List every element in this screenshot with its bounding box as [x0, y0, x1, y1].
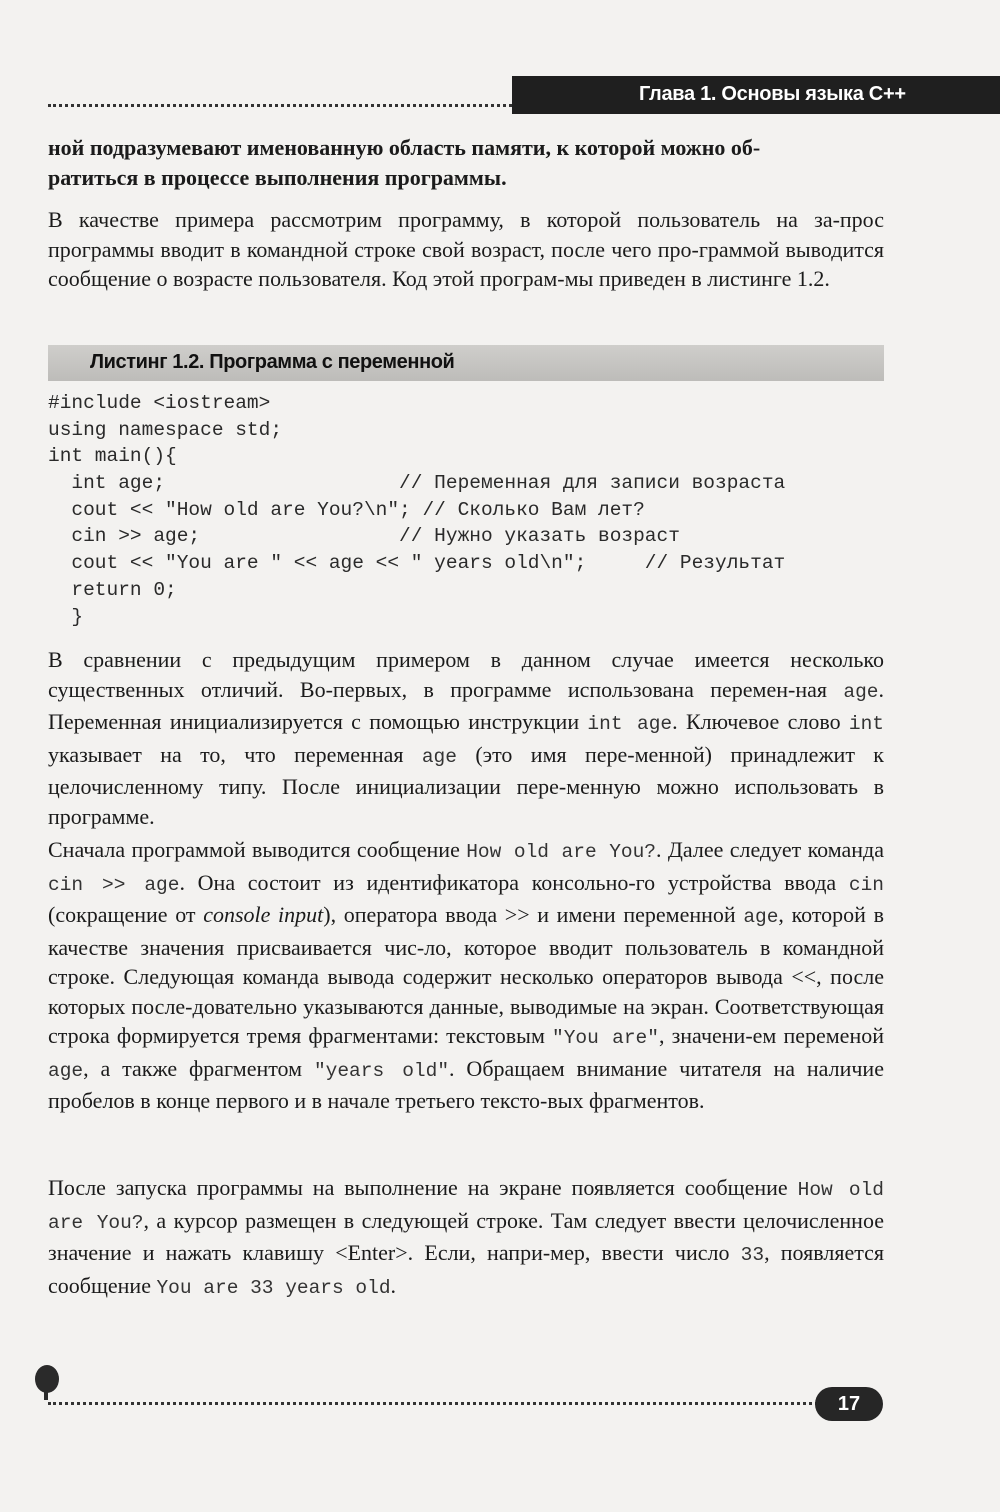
lead-paragraph — [48, 133, 884, 192]
inline-code: "years old" — [313, 1059, 450, 1082]
text-run: Сначала программой выводится сообщение — [48, 837, 467, 862]
footer-dot-stem — [44, 1390, 48, 1400]
code-line: #include <iostream> — [48, 392, 271, 414]
code-line: } — [48, 605, 84, 628]
explanation-paragraph — [48, 835, 884, 1116]
text-run: . Переменная инициализируется с помощью инструкции — [48, 676, 884, 734]
text-run: (это имя пере-менной) принадлежит к целочисленному типу. После инициализации пере-менную можно использовать в программе. — [48, 741, 884, 829]
inline-code: int age — [587, 713, 673, 735]
inline-code: age — [743, 906, 779, 928]
chapter-title: Глава 1. Основы языка С++ — [639, 83, 906, 105]
inline-code: "You are" — [552, 1027, 659, 1049]
inline-code: cin — [848, 873, 884, 896]
italic-term: console input — [203, 902, 324, 927]
code-line: cin >> age; // Нужно указать возраст — [48, 525, 680, 548]
inline-code: How old are You? — [48, 1179, 884, 1234]
text-run: (сокращение от — [48, 902, 204, 927]
inline-code: age — [421, 745, 457, 768]
page-number: 17 — [837, 1393, 861, 1415]
footer-dotted-rule — [48, 1402, 823, 1405]
text-run: . Она состоит из идентификатора консольно-го устройства ввода — [179, 869, 849, 895]
text-run: После запуска программы на выполнение на экране появляется сообщение — [48, 1175, 798, 1200]
text-run: . — [390, 1272, 397, 1298]
text-run: , появляется сообщение — [48, 1240, 884, 1298]
text-run: , а курсор размещен в следующей строке. Там следует ввести целочисленное значение и нажать клавишу <Enter>. Если, напри-мер, ввести число — [48, 1207, 884, 1265]
listing-title: Листинг 1.2. Программа с переменной — [90, 351, 455, 373]
text-run: . Ключевое слово — [672, 709, 849, 734]
code-line: return 0; — [48, 578, 177, 601]
text-run: , значени-ем переменой — [658, 1023, 884, 1048]
inline-code: You are 33 years old — [156, 1276, 391, 1299]
code-line: int age; // Переменная для записи возраста — [48, 472, 786, 495]
text-run: ), оператора ввода >> и имени переменной — [323, 902, 744, 927]
inline-code: How old are You? — [466, 841, 657, 863]
inline-code: 33 — [740, 1244, 765, 1266]
page-number-badge — [815, 1387, 883, 1421]
inline-code: age — [843, 680, 879, 703]
code-line: cout << "You are " << age << " years old\n"; // Результат — [48, 552, 786, 575]
text-run: указывает на то, что переменная — [48, 741, 422, 767]
text-run: В сравнении с предыдущим примером в данном случае имеется несколько существенных отличий. Во-первых, в программе использована перемен-ная — [48, 647, 884, 702]
code-line: int main(){ — [48, 445, 177, 468]
comparison-paragraph — [48, 645, 884, 831]
text-run: . Далее следует команда — [656, 837, 884, 862]
code-listing — [48, 390, 908, 630]
lead-line-1: ной подразумевают именованную область памяти, к которой можно об- — [48, 135, 761, 160]
code-line: cout << "How old are You?\n"; // Сколько Вам лет? — [48, 498, 645, 521]
text-run: , которой в качестве значения присваивается чис-ло, которое вводит пользователь в командной строке. Следующая команда вывода содержит несколько операторов вывода <<, после которых после-довательно указываются данные, выводимые на экран. Соответствующая строка формируется тремя фрагментами: текстовым — [48, 902, 884, 1048]
footer-dot-ornament — [35, 1365, 59, 1393]
inline-code: int — [848, 713, 884, 735]
text-run: . Обращаем внимание читателя на наличие пробелов в конце первого и в начале третьего тексто-вых фрагментов. — [48, 1055, 884, 1113]
header-dotted-rule — [48, 104, 518, 107]
code-line: using namespace std; — [48, 418, 283, 441]
chapter-header — [512, 76, 1000, 114]
lead-line-2: ратиться в процессе выполнения программы. — [48, 164, 507, 190]
inline-code: age — [48, 1059, 84, 1082]
intro-paragraph: В качестве примера рассмотрим программу, в которой пользователь на за-прос программы вводит в командной строке свой возраст, после чего про-граммой выводится сообщение о возрасте пользователя. Код этой програм-мы приведен в листинге 1.2. — [48, 207, 884, 291]
inline-code: cin >> age — [48, 873, 180, 896]
text-run: , а также фрагментом — [83, 1055, 314, 1081]
result-paragraph — [48, 1173, 884, 1303]
